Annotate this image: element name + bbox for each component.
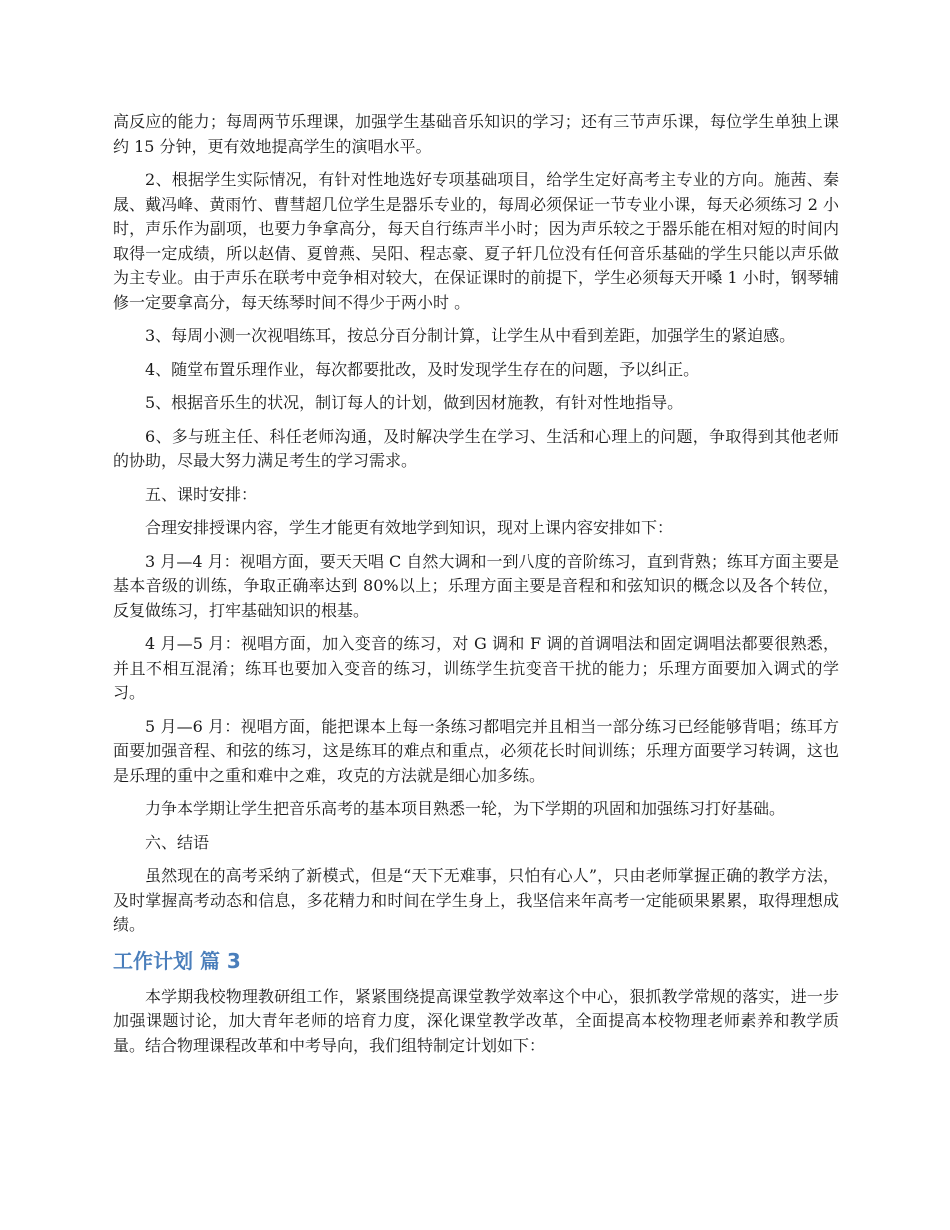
paragraph-physics-intro: 本学期我校物理教研组工作，紧紧围绕提高课堂教学效率这个中心，狠抓教学常规的落实，进一步加强课题讨论，加大青年老师的培育力度，深化课堂教学改革，全面提高本校物理老师素养和教学质量。结合物理课程改革和中考导向，我们组特制定计划如下： <box>113 986 839 1055</box>
subheading-schedule: 五、课时安排： <box>145 484 258 504</box>
paragraph-goal: 力争本学期让学生把音乐高考的基本项目熟悉一轮，为下学期的巩固和加强练习打好基础。 <box>145 799 786 818</box>
paragraph-item-4: 4、随堂布置乐理作业，每次都要批改，及时发现学生存在的问题，予以纠正。 <box>145 359 700 379</box>
paragraph-april-may: 4 月—5 月：视唱方面，加入变音的练习，对 G 调和 F 调的首调唱法和固定调唱法都要很熟悉，并且不相互混淆；练耳也要加入变音的练习，训练学生抗变音干扰的能力；乐理方面要加入调式的学习。 <box>113 634 839 702</box>
paragraph-item-2: 2、根据学生实际情况，有针对性地选好专项基础项目，给学生定好高考主专业的方向。施茜、秦晟、戴冯峰、黄雨竹、曹彗超几位学生是器乐专业的，每周必须保证一节专业小课，每天必须练习 2 小时，声乐作为副项，也要力争拿高分，每天自行练声半小时；因为声乐较之于器乐能在相对短的时间内取得一定成绩，所以赵倩、夏曾燕、吴阳、程志豪、夏子轩几位没有任何音乐基础的学生只能以声乐做为主专业。由于声乐在联考中竞争相对较大，在保证课时的前提下，学生必须每天开嗓 1 小时，钢琴辅修一定要拿高分，每天练琴时间不得少于两小时 。 <box>113 170 839 312</box>
paragraph-continuation: 高反应的能力；每周两节乐理课，加强学生基础音乐知识的学习；还有三节声乐课，每位学生单独上课约 15 分钟，更有效地提高学生的演唱水平。 <box>113 112 839 156</box>
paragraph-may-june: 5 月—6 月：视唱方面，能把课本上每一条练习都唱完并且相当一部分练习已经能够背唱；练耳方面要加强音程、和弦的练习，这是练耳的难点和重点，必须花长时间训练；乐理方面要学习转调，这也是乐理的重中之重和难中之难，攻克的方法就是细心加多练。 <box>113 716 839 785</box>
paragraph-schedule-intro: 合理安排授课内容，学生才能更有效地学到知识，现对上课内容安排如下： <box>145 518 674 537</box>
paragraph-item-3: 3、每周小测一次视唱练耳，按总分百分制计算，让学生从中看到差距，加强学生的紧迫感。 <box>145 326 796 345</box>
paragraph-conclusion: 虽然现在的高考采纳了新模式，但是“天下无难事，只怕有心人”，只由老师掌握正确的教学方法，及时掌握高考动态和信息，多花精力和时间在学生身上，我坚信来年高考一定能硕果累累，取得理想成绩。 <box>113 866 839 934</box>
paragraph-item-5: 5、根据音乐生的状况，制订每人的计划，做到因材施教，有针对性地指导。 <box>145 393 684 412</box>
subheading-conclusion: 六、结语 <box>145 832 210 852</box>
document-page <box>113 110 839 1067</box>
section-heading: 工作计划 篇 3 <box>113 948 241 973</box>
paragraph-march-april: 3 月—4 月：视唱方面，要天天唱 C 自然大调和一到八度的音阶练习，直到背熟；练耳方面主要是基本音级的训练，争取正确率达到 80%以上；乐理方面主要是音程和和弦知识的概念以及各个转位，反复做练习，打牢基础知识的根基。 <box>113 551 839 620</box>
paragraph-item-6: 6、多与班主任、科任老师沟通，及时解决学生在学习、生活和心理上的问题，争取得到其他老师的协助，尽最大努力满足考生的学习需求。 <box>113 426 839 470</box>
